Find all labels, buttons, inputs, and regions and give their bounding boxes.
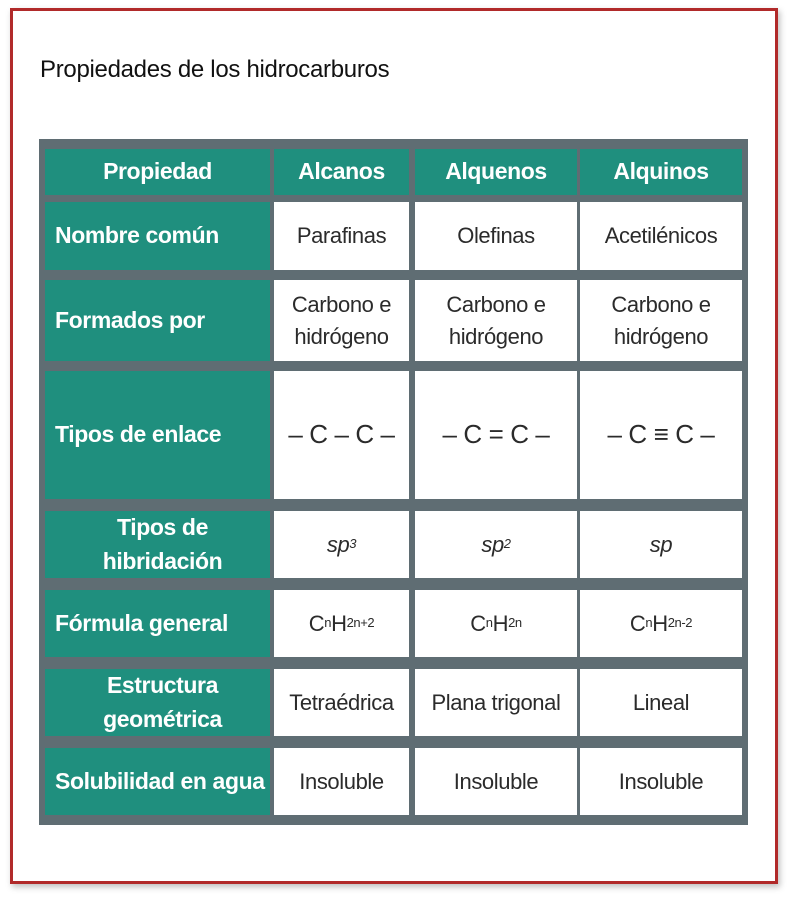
formula-c-sub: n	[645, 615, 653, 631]
formula-c-sub: n	[485, 615, 493, 631]
hybrid-base: sp	[326, 531, 350, 557]
cell-common-name-alquenos: Olefinas	[415, 202, 577, 270]
row-label-formados-por: Formados por	[45, 280, 270, 361]
cell-solubility-alquenos: Insoluble	[415, 748, 577, 815]
hybrid-base: sp	[481, 531, 504, 557]
formula-h-sub: 2n	[508, 615, 522, 631]
header-property: Propiedad	[45, 149, 270, 195]
header-alquinos: Alquinos	[580, 149, 742, 195]
row-label-hibridacion: Tipos de hibridación	[45, 511, 270, 578]
cell-geometry-alquinos: Lineal	[580, 669, 742, 736]
formula-h: H	[492, 610, 509, 636]
row-label-tipos-enlace: Tipos de enlace	[45, 371, 270, 499]
cell-hybrid-alquinos	[580, 511, 742, 578]
cell-solubility-alcanos: Insoluble	[274, 748, 409, 815]
cell-formed-by-alcanos	[274, 280, 409, 361]
row-label-formula: Fórmula general	[45, 590, 270, 657]
hybrid-base: sp	[649, 531, 673, 557]
hybrid-sup: 2	[503, 536, 511, 552]
hybrid-sup: 3	[349, 536, 357, 552]
formed-by-line-2: hidrógeno	[613, 323, 709, 349]
cell-formula-alquenos	[415, 590, 577, 657]
cell-formed-by-alquinos	[580, 280, 742, 361]
cell-common-name-alquinos: Acetilénicos	[580, 202, 742, 270]
properties-table	[39, 139, 748, 825]
formula-h: H	[331, 610, 347, 636]
formed-by-line-1: Carbono e	[611, 291, 711, 317]
formula-c-sub: n	[324, 615, 332, 631]
formula-h-sub: 2n-2	[667, 615, 693, 631]
formula-c: C	[470, 610, 486, 636]
header-alcanos: Alcanos	[274, 149, 409, 195]
formula-c: C	[629, 610, 646, 636]
cell-formula-alquinos	[580, 590, 742, 657]
cell-formed-by-alquenos	[415, 280, 577, 361]
page-title: Propiedades de los hidrocarburos	[40, 56, 390, 83]
row-label-nombre-comun: Nombre común	[45, 202, 270, 270]
cell-bond-alcanos: – C – C –	[274, 371, 409, 499]
cell-hybrid-alquenos	[415, 511, 577, 578]
cell-geometry-alcanos: Tetraédrica	[274, 669, 409, 736]
formed-by-line-1: Carbono e	[446, 291, 546, 317]
row-label-estructura: Estructura geométrica	[45, 669, 270, 736]
cell-geometry-alquenos: Plana trigonal	[415, 669, 577, 736]
formed-by-line-1: Carbono e	[291, 291, 392, 317]
cell-hybrid-alcanos	[274, 511, 409, 578]
formula-h-sub: 2n+2	[346, 615, 375, 631]
formed-by-line-2: hidrógeno	[294, 323, 389, 349]
cell-formula-alcanos	[274, 590, 409, 657]
formula-h: H	[652, 610, 668, 636]
row-label-solubilidad: Solubilidad en agua	[45, 748, 270, 815]
cell-common-name-alcanos: Parafinas	[274, 202, 409, 270]
cell-bond-alquinos: – C ≡ C –	[580, 371, 742, 499]
header-alquenos: Alquenos	[415, 149, 577, 195]
formula-c: C	[308, 610, 325, 636]
cell-solubility-alquinos: Insoluble	[580, 748, 742, 815]
formed-by-line-2: hidrógeno	[448, 323, 544, 349]
cell-bond-alquenos: – C = C –	[415, 371, 577, 499]
